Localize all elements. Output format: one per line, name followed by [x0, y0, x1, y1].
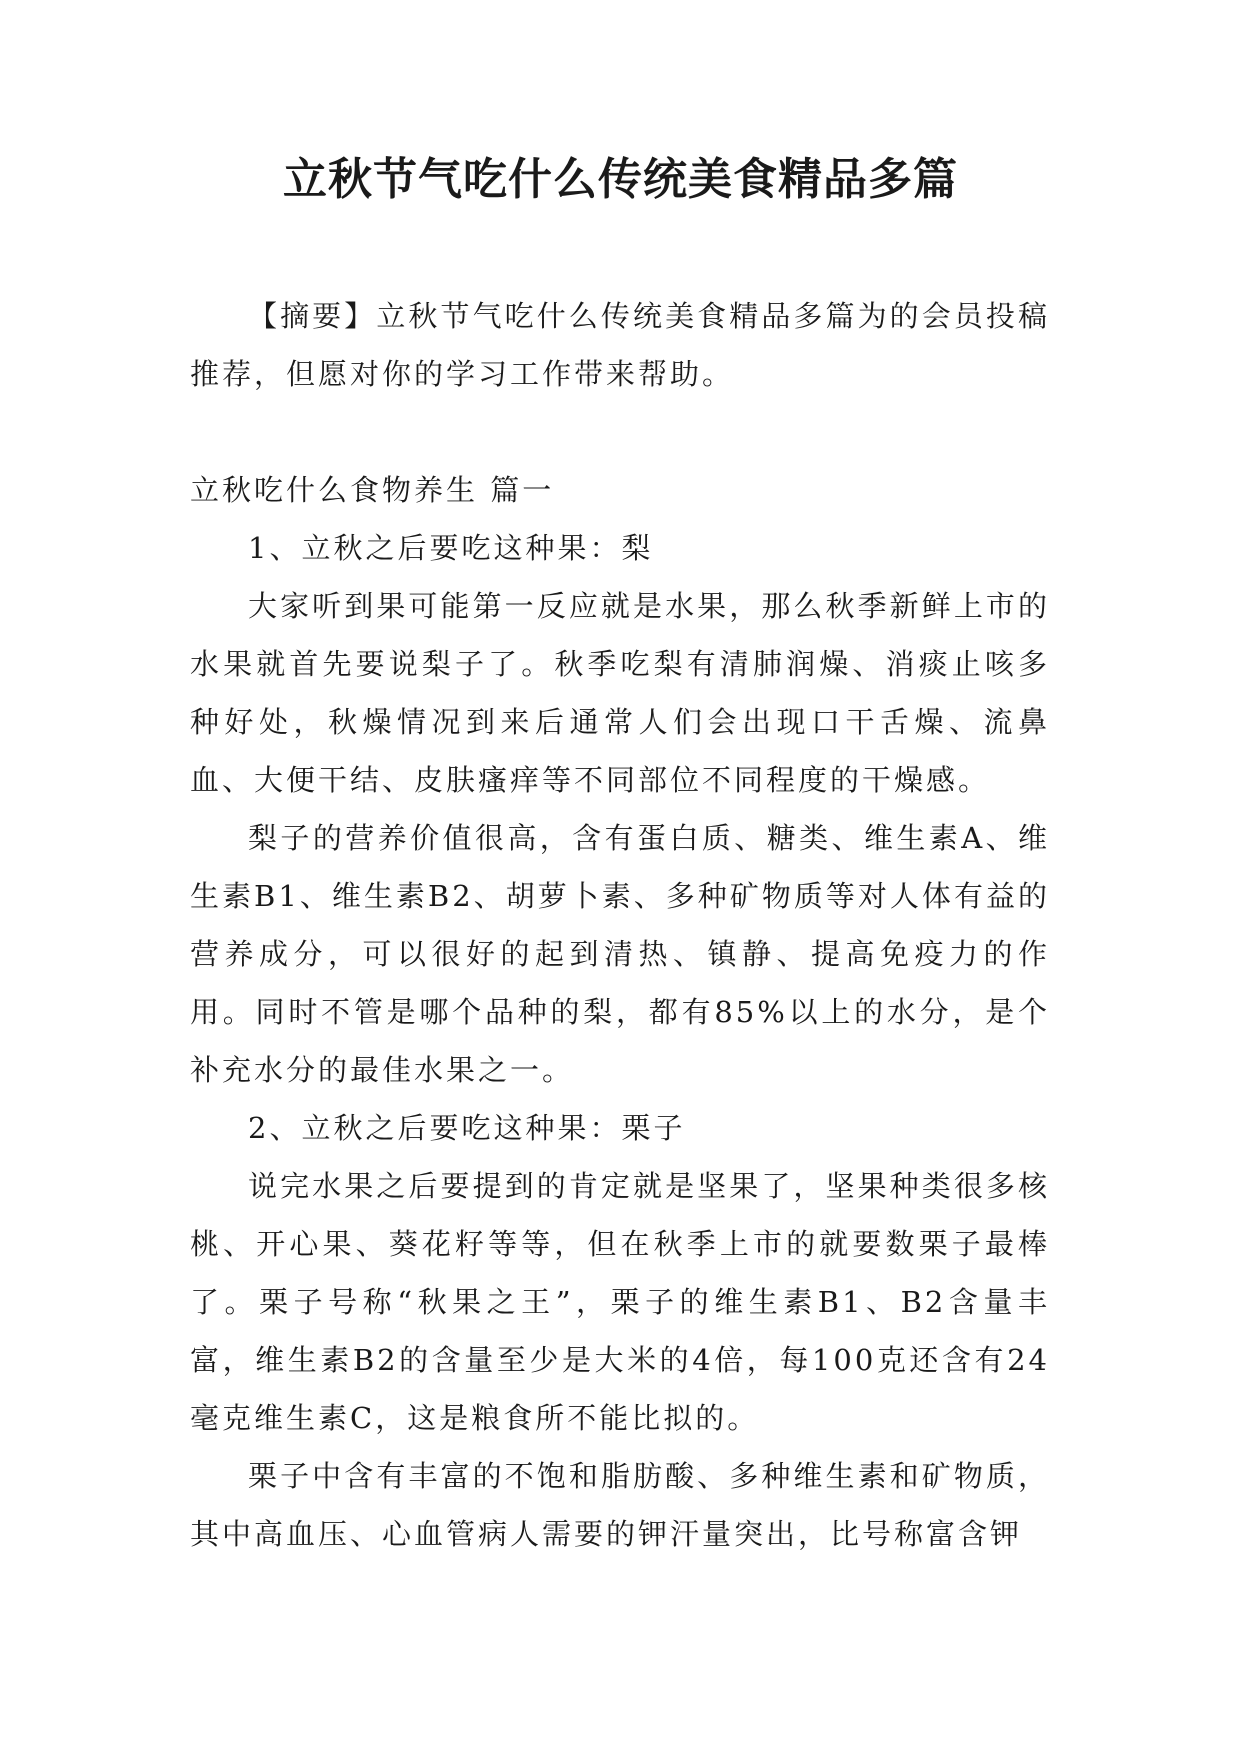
- item2-heading: 2、立秋之后要吃这种果：栗子: [248, 1111, 686, 1145]
- item2-paragraph-1: 说完水果之后要提到的肯定就是坚果了，坚果种类很多核桃、开心果、葵花籽等等，但在秋季上市的就要数栗子最棒了。栗子号称“秋果之王”，栗子的维生素B1、B2含量丰富，维生素B2的含量至少是大米的4倍，每100克还含有24毫克维生素C，这是粮食所不能比拟的。: [190, 1169, 1050, 1435]
- item2-paragraph-2: 栗子中含有丰富的不饱和脂肪酸、多种维生素和矿物质，其中高血压、心血管病人需要的钾汗量突出，比号称富含钾: [190, 1459, 1050, 1551]
- abstract-paragraph: 【摘要】立秋节气吃什么传统美食精品多篇为的会员投稿推荐，但愿对你的学习工作带来帮助。: [190, 299, 1050, 391]
- item1-paragraph-2: 梨子的营养价值很高，含有蛋白质、糖类、维生素A、维生素B1、维生素B2、胡萝卜素、多种矿物质等对人体有益的营养成分，可以很好的起到清热、镇静、提高免疫力的作用。同时不管是哪个品种的梨，都有85%以上的水分，是个补充水分的最佳水果之一。: [190, 821, 1050, 1087]
- item1-heading: 1、立秋之后要吃这种果：梨: [248, 531, 654, 565]
- section-heading: 立秋吃什么食物养生 篇一: [190, 473, 555, 507]
- item1-paragraph-1: 大家听到果可能第一反应就是水果，那么秋季新鲜上市的水果就首先要说梨子了。秋季吃梨有清肺润燥、消痰止咳多种好处，秋燥情况到来后通常人们会出现口干舌燥、流鼻血、大便干结、皮肤瘙痒等不同部位不同程度的干燥感。: [190, 589, 1050, 797]
- document-title: 立秋节气吃什么传统美食精品多篇: [283, 154, 958, 205]
- document-body: [190, 287, 1050, 1563]
